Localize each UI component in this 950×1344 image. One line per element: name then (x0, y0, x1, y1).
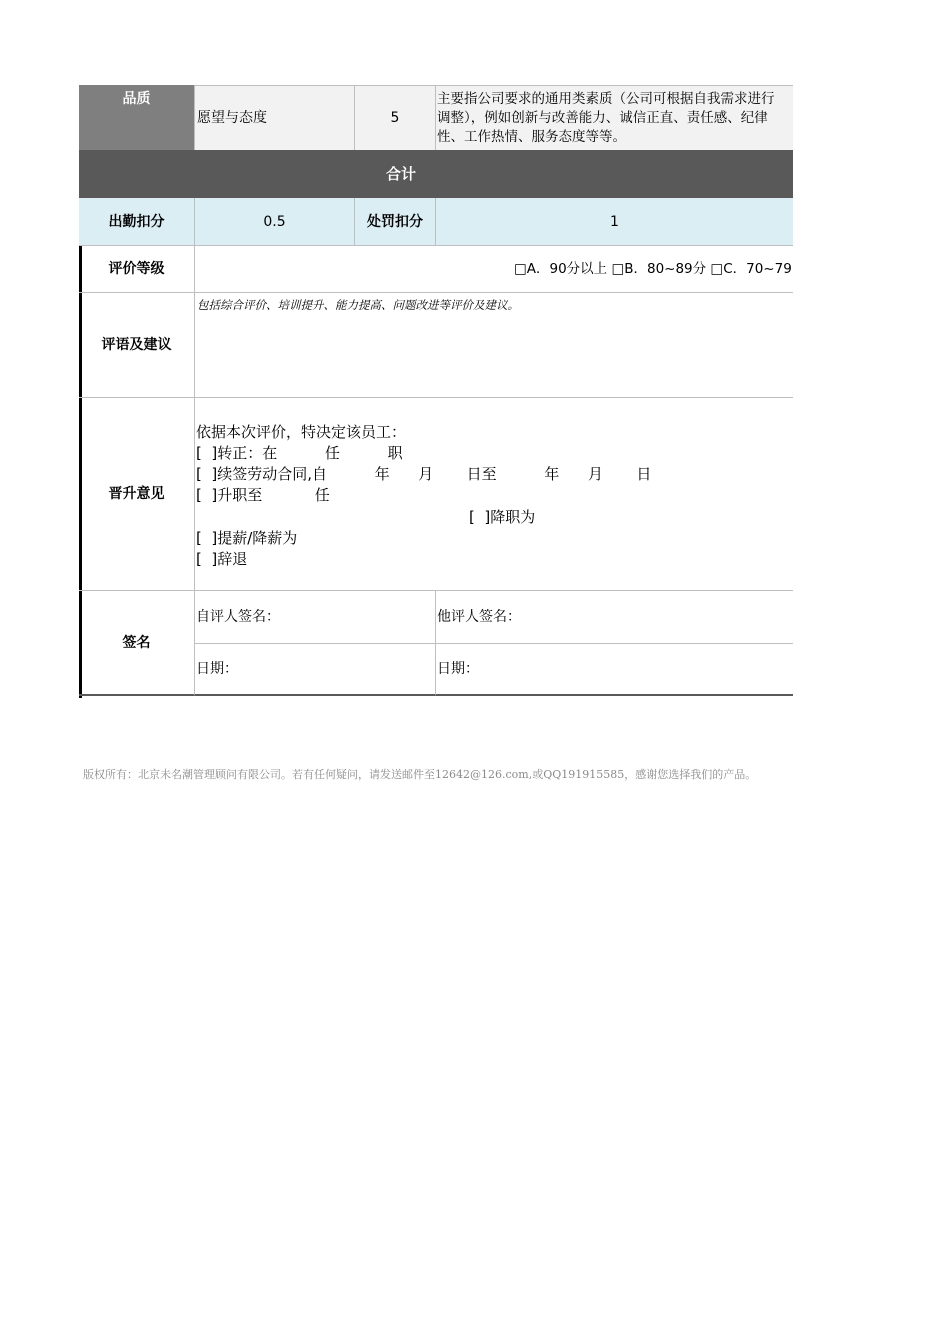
other-sign-cell[interactable] (436, 590, 793, 643)
comment-input-cell[interactable] (195, 292, 793, 397)
option-promote[interactable]: [ ]升职至 任 (196, 486, 330, 504)
evaluation-form-sheet (79, 85, 793, 698)
penalty-deduction-value: 1 (610, 213, 619, 230)
penalty-deduction-label: 处罚扣分 (367, 213, 423, 230)
option-salary-adjust[interactable]: [ ]提薪/降薪为 (196, 529, 298, 547)
penalty-deduction-value-cell[interactable] (436, 198, 793, 245)
promotion-intro: 依据本次评价，特决定该员工： (196, 423, 407, 441)
promotion-label-cell (79, 397, 195, 590)
quality-score-cell[interactable] (355, 85, 436, 150)
quality-category-cell (79, 85, 195, 150)
quality-item-text: 愿望与态度 (197, 110, 267, 126)
attendance-deduction-label-cell (79, 198, 195, 245)
quality-score-value: 5 (390, 110, 400, 126)
attendance-deduction-label: 出勤扣分 (108, 213, 165, 230)
option-renew-contract[interactable]: [ ]续签劳动合同,自 年 月 日至 年 月 日 (196, 465, 652, 483)
other-date-cell[interactable] (436, 643, 793, 696)
copyright-notice: 版权所有：北京未名潮管理顾问有限公司。若有任何疑问，请发送邮件至12642@126.com,或QQ191915585，感谢您选择我们的产品。 (83, 768, 757, 781)
other-date-label: 日期： (437, 661, 479, 677)
self-sign-label: 自评人签名： (196, 609, 280, 625)
quality-description-cell[interactable] (436, 85, 793, 150)
attendance-deduction-value-cell[interactable] (195, 198, 355, 245)
promotion-label: 晋升意见 (108, 486, 165, 502)
self-date-label: 日期： (196, 661, 238, 677)
signature-label: 签名 (122, 634, 151, 651)
other-sign-label: 他评人签名： (437, 609, 521, 625)
signature-label-cell (79, 590, 195, 696)
quality-category-label: 品质 (122, 91, 151, 107)
option-dismiss[interactable]: [ ]辞退 (196, 550, 248, 568)
grade-options-cell[interactable] (195, 245, 793, 292)
comment-hint-text: 包括综合评价、培训提升、能力提高、问题改进等评价及建议。 (197, 298, 519, 312)
promotion-opinion-cell[interactable] (195, 397, 793, 590)
self-sign-cell[interactable] (195, 590, 436, 643)
attendance-deduction-value: 0.5 (263, 213, 286, 230)
comment-label-cell (79, 292, 195, 397)
grade-options-text: □A．90分以上 □B．80~89分 □C．70~79 (514, 261, 792, 277)
penalty-deduction-label-cell (355, 198, 436, 245)
quality-description-text: 主要指公司要求的通用类素质（公司可根据自我需求进行调整），例如创新与改善能力、诚信正直、责任感、纪律性、工作热情、服务态度等等。 (437, 91, 775, 145)
option-regularize[interactable]: [ ]转正：在 任 职 (196, 444, 403, 462)
grade-label-cell (79, 245, 195, 292)
total-row (79, 150, 793, 198)
total-label: 合计 (385, 165, 416, 183)
grade-label: 评价等级 (108, 261, 165, 277)
self-date-cell[interactable] (195, 643, 436, 696)
comment-label: 评语及建议 (101, 337, 172, 353)
quality-item-cell[interactable] (195, 85, 355, 150)
option-demote[interactable]: [ ]降职为 (469, 508, 536, 526)
